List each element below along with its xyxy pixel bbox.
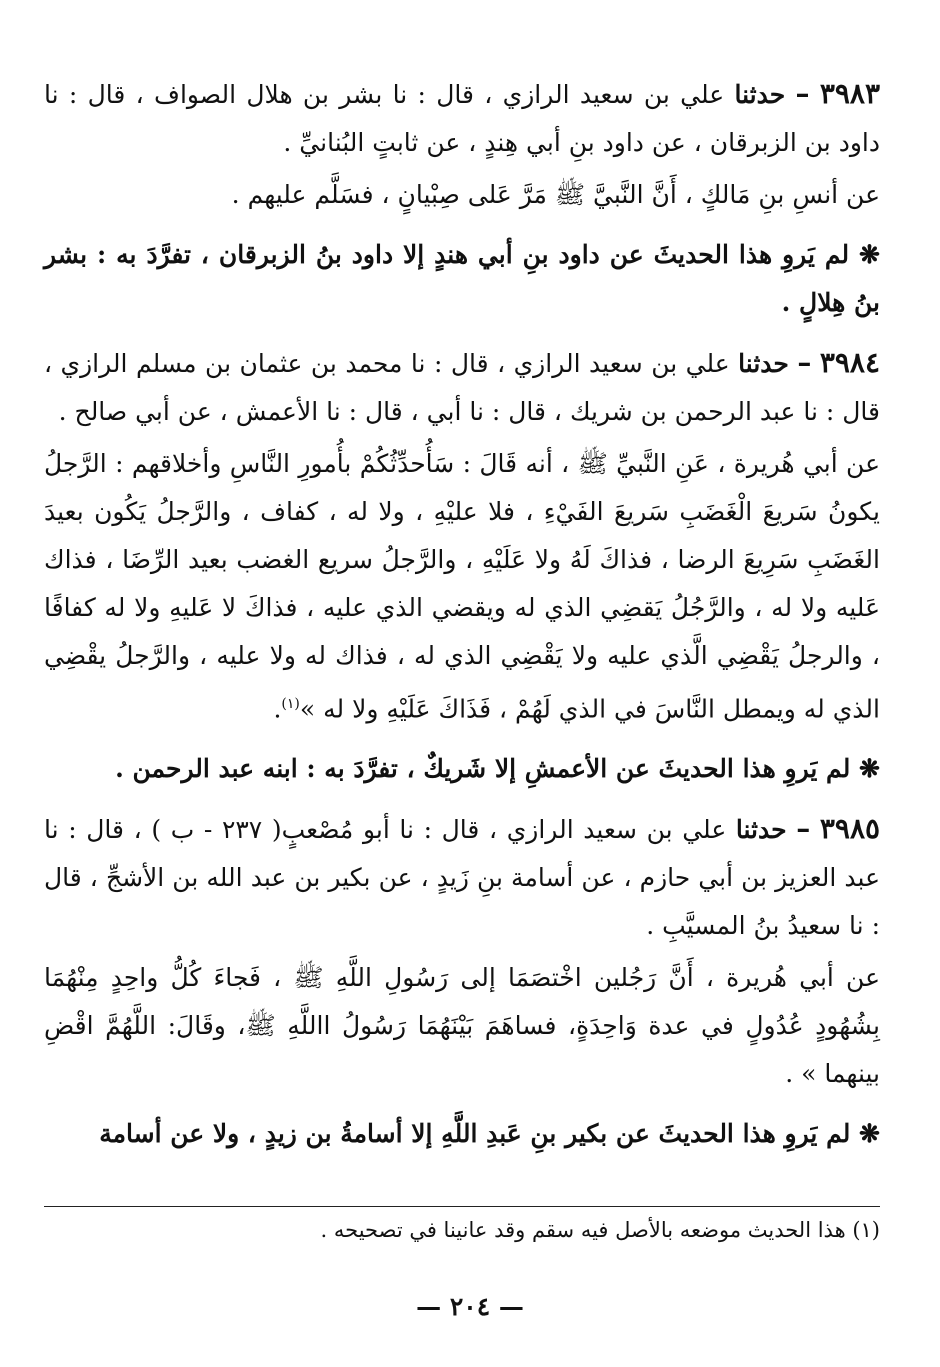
footnote-ref: (١)	[281, 696, 300, 712]
dash: –	[797, 346, 812, 379]
isnad-paragraph	[44, 70, 880, 167]
page-body	[44, 70, 880, 1170]
hadith-number: ٣٩٨٤	[819, 346, 880, 379]
lead-word: حدثنا	[734, 80, 786, 109]
footnote: (١) هذا الحديث موضعه بالأصل فيه سقم وقد عانينا في تصحيحه .	[320, 1218, 880, 1242]
footnote-divider	[44, 1206, 880, 1207]
isnad-paragraph	[44, 339, 880, 436]
star-icon: ❋	[859, 1119, 880, 1149]
page-number: — ٢٠٤ —	[416, 1292, 524, 1321]
isnad-text: علي بن سعيد الرازي ، قال : نا بشر بن هلال الصواف ، قال : نا داود بن الزبرقان ، عن داود بنِ أبي هِندٍ ، عن ثابتٍ البُنانيِّ .	[44, 80, 880, 157]
note-paragraph	[44, 231, 880, 327]
note-text: لم يَروِ هذا الحديثَ عن داود بنِ أبي هندٍ إلا داود بنُ الزبرقان ، تفرَّدَ به : بشر بنُ هِلالٍ .	[44, 240, 880, 317]
note-paragraph	[44, 1110, 880, 1158]
matn-end: .	[273, 694, 282, 724]
star-icon: ❋	[859, 754, 880, 784]
note-text: لم يَروِ هذا الحديثَ عن بكير بنِ عَبدِ اللَّهِ إلا أسامةُ بن زيدٍ ، ولا عن أسامة	[99, 1119, 851, 1149]
isnad-paragraph	[44, 805, 880, 950]
note-text: لم يَروِ هذا الحديثَ عن الأعمشِ إلا شَريكٌ ، تفرَّدَ به : ابنه عبد الرحمن .	[115, 754, 851, 784]
hadith-number: ٣٩٨٥	[819, 812, 881, 846]
isnad-text: علي بن سعيد الرازي ، قال : نا أبو مُصْعبٍ( ٢٣٧ - ب ) ، قال : نا عبد العزيز بن أبي حازم ، عن أسامة بنِ زَيدٍ ، عن بكير بن عبد الله بن الأشجِّ ، قال : نا سعيدُ بنُ المسيَّبِ .	[44, 815, 880, 941]
isnad-text: علي بن سعيد الرازي ، قال : نا محمد بن عثمان بن مسلم الرازي ، قال : نا عبد الرحمن بن شريك ، قال : نا أبي ، قال : نا الأعمش ، عن أبي صالح .	[44, 349, 880, 426]
lead-word: حدثنا	[735, 815, 787, 845]
matn-text: عن أبي هُريرة ، أَنَّ رَجُلين اخْتصَمَا إلى رَسُولِ اللَّهِ ﷺ ، فَجاءَ كُلُّ واحِدٍ مِنْهُمَا بِشُهُودٍ عُدُولٍ في عدة وَاحِدَةٍ، فساهَمَ بَيْنَهُمَا رَسُولُ االلَّهِ ﷺ، وقَالَ: اللَّهُمَّ اقْضِ بينهما » .	[44, 963, 880, 1089]
matn-text: عن أبي هُريرة ، عَنِ النَّبيِّ ﷺ ، أنه قَالَ : سَأُحدِّثُكُمْ بأُمورِ النَّاسِ وأخلاقهم : الرَّجلُ يكونُ سَريعَ الْغَضَبِ سَريعَ الفَيْءِ ، فلا عليْهِ ، ولا له ، كفاف ، والرَّجلُ يَكُون بعيدَ الغَضَبِ سَرِيعَ الرضا ، فذاكَ لَهُ ولا عَلَيْهِ ، والرَّجلُ سريع الغضب بعيد الرِّضَا ، فذاك عَليه ولا له ، والرَّجُلُ يَقضِي الذي له ويقضي الذي عليه ، فذاكَ لا عَليهِ ولا له كفافًا ، والرجلُ يَقْضِي الَّذي عليه ولا يَقْضِي الذي له ، فذاك له ولا عليه ، والرَّجلُ يقْضِي الذي له ويمطل النَّاسَ في الذي لَهُمْ ، فَذَاكَ عَلَيْهِ ولا له »	[44, 449, 880, 724]
matn-text: عن أنسِ بنِ مَالكٍ ، أَنَّ النَّبيَّ ﷺ مَرَّ عَلى صِبْيانٍ ، فسَلَّم عليهم .	[231, 180, 880, 209]
hadith-entry-3985	[44, 805, 880, 1098]
star-icon: ❋	[859, 240, 880, 269]
note-paragraph	[44, 745, 880, 793]
hadith-entry-3984	[44, 339, 880, 733]
dash: –	[795, 77, 810, 110]
hadith-entry-3983	[44, 70, 880, 219]
matn-paragraph	[44, 440, 880, 733]
dash: –	[796, 812, 811, 846]
lead-word: حدثنا	[738, 349, 789, 378]
hadith-number: ٣٩٨٣	[819, 77, 880, 110]
